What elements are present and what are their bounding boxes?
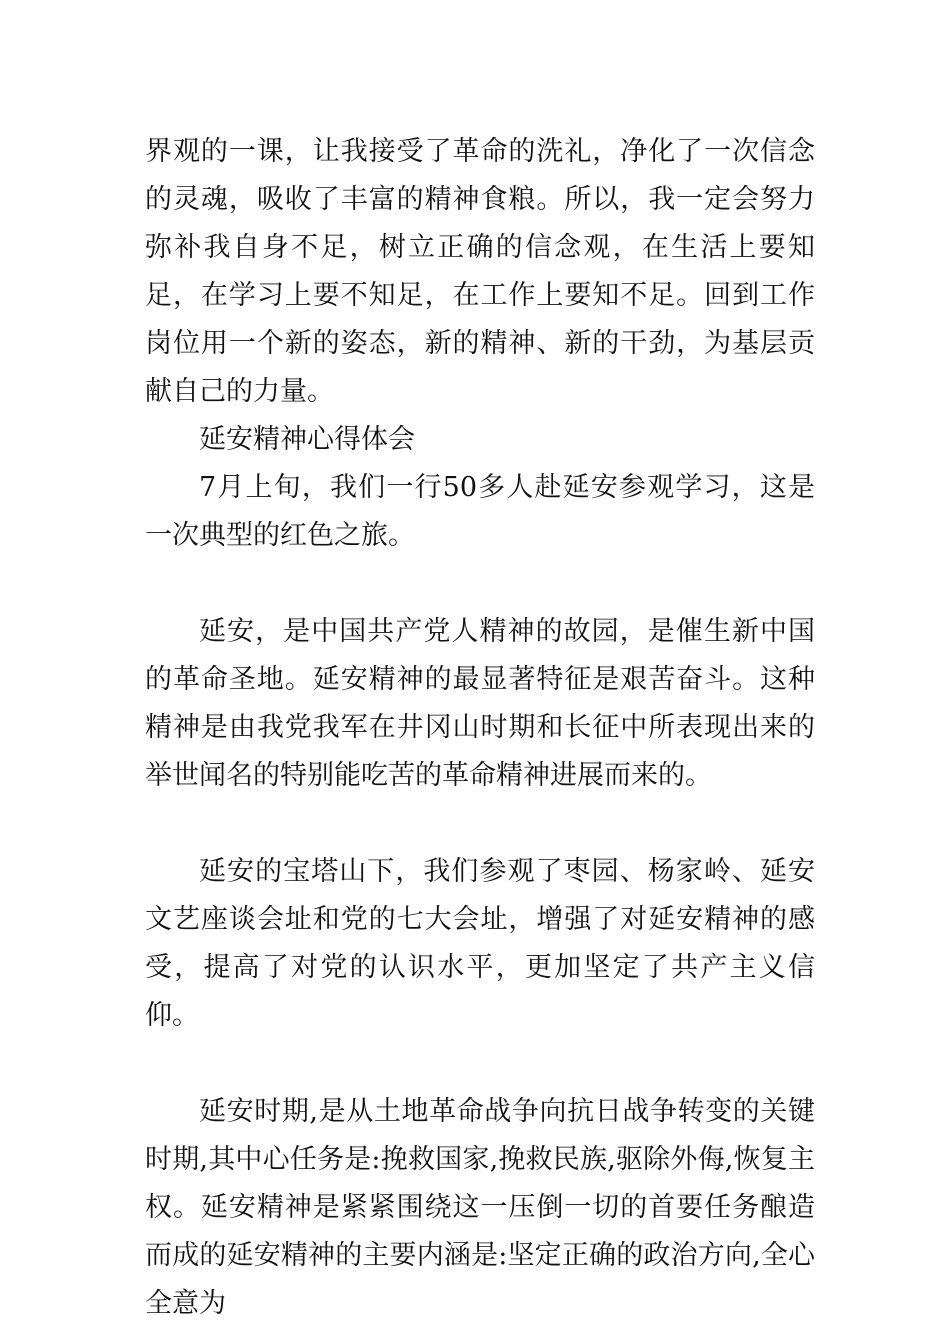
- paragraph-yanan-spirit: 延安，是中国共产党人精神的故园，是催生新中国的革命圣地。延安精神的最显著特征是艰苦奋斗。这种精神是由我党我军在井冈山时期和长征中所表现出来的举世闻名的特别能吃苦的革命精神进展而来的。: [145, 616, 815, 791]
- paragraph-visit: 延安的宝塔山下，我们参观了枣园、杨家岭、延安文艺座谈会址和党的七大会址，增强了对延安精神的感受，提高了对党的认识水平，更加坚定了共产主义信仰。: [145, 856, 815, 1031]
- paragraph-yanan-period: 延安时期,是从土地革命战争向抗日战争转变的关键时期,其中心任务是:挽救国家,挽救民族,驱除外侮,恢复主权。延安精神是紧紧围绕这一压倒一切的首要任务酿造而成的延安精神的主要内涵是:坚定正确的政治方向,全心全意为: [145, 1096, 815, 1319]
- paragraph-gap: [145, 1040, 815, 1088]
- paragraph-continuation: 界观的一课，让我接受了革命的洗礼，净化了一次信念的灵魂，吸收了丰富的精神食粮。所以，我一定会努力弥补我自身不足，树立正确的信念观，在生活上要知足，在学习上要不知足，在工作上要知不足。回到工作岗位用一个新的姿态，新的精神、新的干劲，为基层贡献自己的力量。: [145, 136, 815, 407]
- paragraph-gap: [145, 800, 815, 848]
- paragraph-intro: 7月上旬，我们一行50多人赴延安参观学习，这是一次典型的红色之旅。: [145, 472, 815, 551]
- paragraph-gap: [145, 560, 815, 608]
- document-body: [145, 128, 815, 1328]
- section-heading: 延安精神心得体会: [199, 424, 415, 455]
